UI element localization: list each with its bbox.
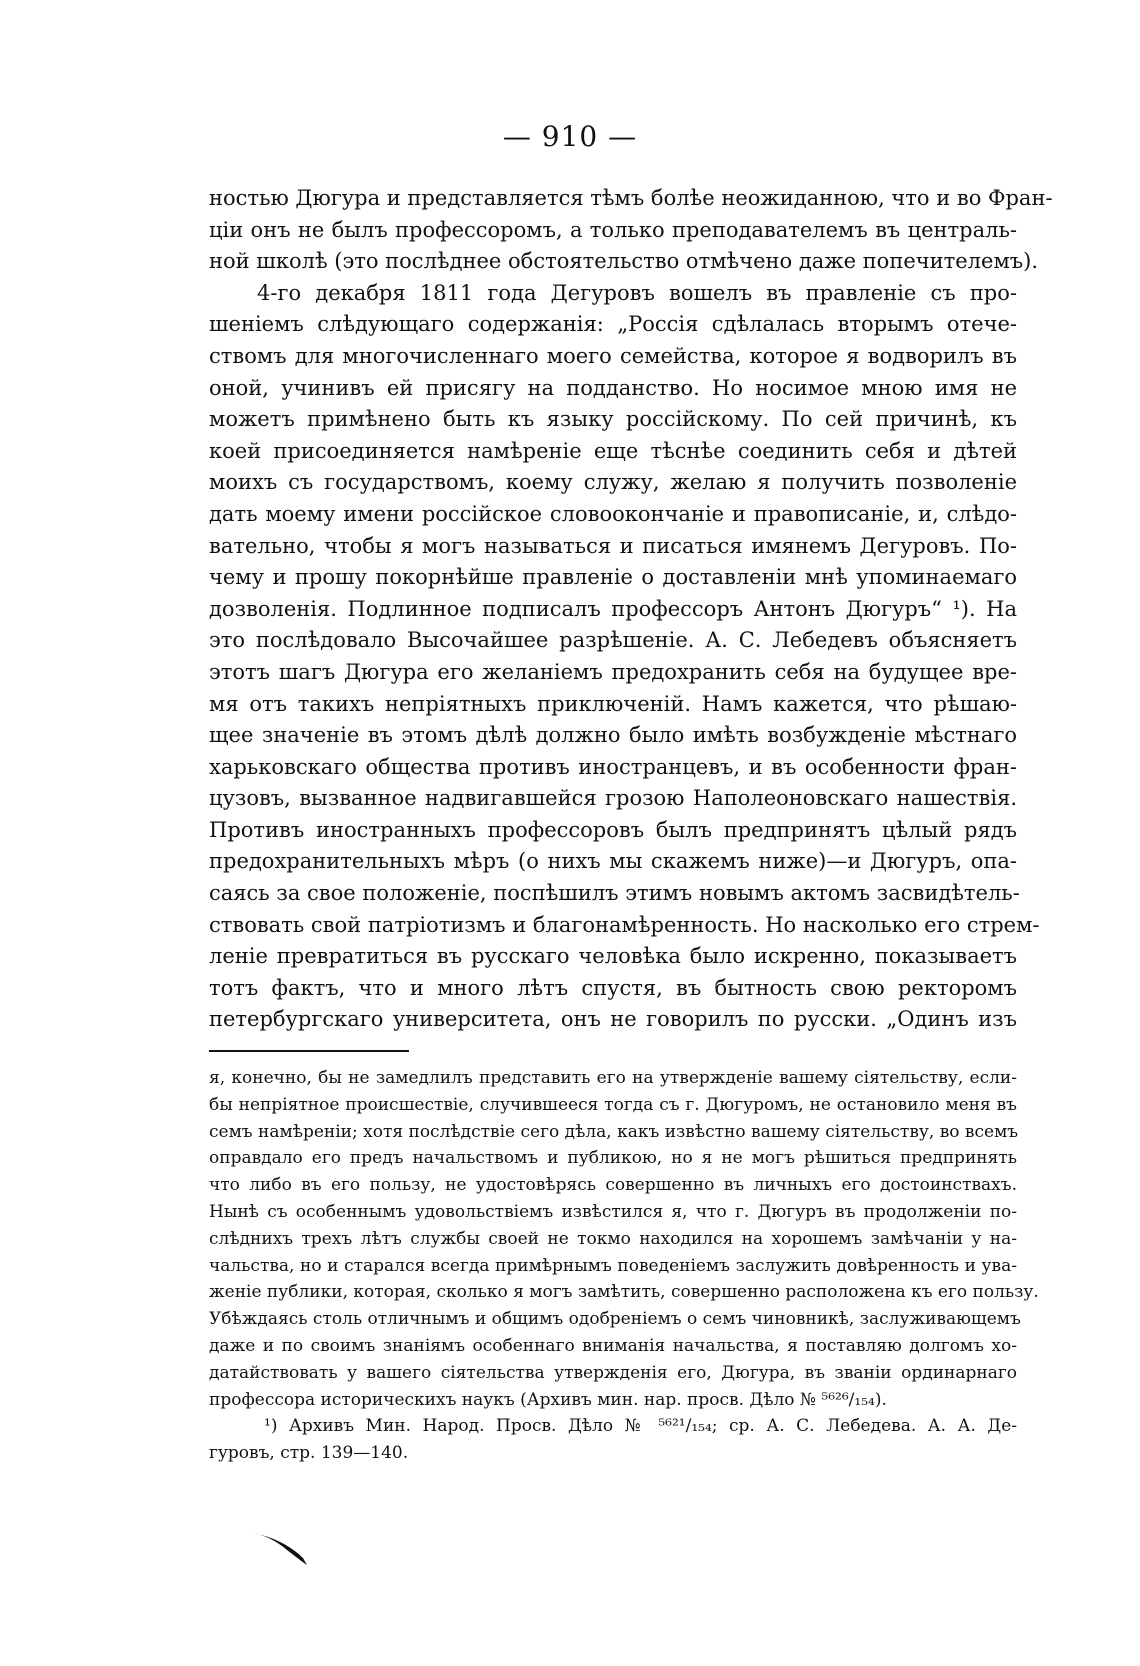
footnote-line: я, конечно, бы не замедлилъ представить его на утвержденіе вашему сіятельству, если- — [209, 1068, 1017, 1088]
page-number: — 910 — — [502, 120, 638, 153]
text-line: шеніемъ слѣдующаго содержанія: „Россія сдѣлалась вторымъ отече- — [209, 312, 1017, 337]
text-line: ной школѣ (это послѣднее обстоятельство отмѣчено даже попечителемъ). — [209, 249, 1039, 274]
text-line: саясь за свое положеніе, поспѣшилъ этимъ новымъ актомъ засвидѣтель- — [209, 881, 1020, 906]
text-line: щее значеніе въ этомъ дѣлѣ должно было имѣть возбужденіе мѣстнаго — [209, 723, 1017, 748]
footnote-divider — [209, 1050, 409, 1052]
footnote-line: женіе публики, которая, сколько я могъ замѣтить, совершенно расположена къ его пользу. — [209, 1282, 1039, 1303]
text-line: моихъ съ государствомъ, коему служу, желаю я получить позволеніе — [209, 470, 1017, 495]
text-line: это послѣдовало Высочайшее разрѣшеніе. А. С. Лебедевъ объясняетъ — [209, 628, 1017, 653]
footnotes — [209, 1065, 1039, 1467]
footnote-line: бы непріятное происшествіе, случившееся тогда съ г. Дюгуромъ, не остановило меня въ — [209, 1094, 1017, 1115]
text-line: можетъ примѣнено быть къ языку россійскому. По сей причинѣ, къ — [209, 407, 1017, 432]
ink-mark-icon — [245, 1528, 315, 1568]
text-line: ствовать свой патріотизмъ и благонамѣренность. Но насколько его стрем- — [209, 912, 1040, 937]
text-line: предохранительныхъ мѣръ (о нихъ мы скажемъ ниже)—и Дюгуръ, опа- — [209, 849, 1017, 874]
text-line: этотъ шагъ Дюгура его желаніемъ предохранить себя на будущее вре- — [209, 659, 1017, 684]
text-line: коей присоединяется намѣреніе еще тѣснѣе соединить себя и дѣтей — [209, 438, 1017, 463]
main-text — [209, 183, 1053, 1036]
text-line: тотъ фактъ, что и много лѣтъ спустя, въ бытность свою ректоромъ — [209, 975, 1017, 1000]
text-line: леніе превратиться въ русскаго человѣка было искренно, показываетъ — [209, 944, 1017, 969]
text-line: цузовъ, вызванное надвигавшейся грозою Наполеоновскаго нашествія. — [209, 786, 1017, 811]
text-line: ствомъ для многочисленнаго моего семейства, которое я водворилъ въ — [209, 343, 1017, 368]
text-line: дозволенія. Подлинное подписалъ профессоръ Антонъ Дюгуръ“ ¹). На — [209, 596, 1017, 621]
footnote-line: даже и по своимъ знаніямъ особеннаго вниманія начальства, я поставляю долгомъ хо- — [209, 1335, 1017, 1356]
text-line: вательно, чтобы я могъ называться и писаться имянемъ Дегуровъ. По- — [209, 533, 1017, 558]
footnote-line: слѣднихъ трехъ лѣтъ службы своей не токмо находился на хорошемъ замѣчаніи у на- — [209, 1228, 1017, 1249]
footnote-line: что либо въ его пользу, не удостовѣрясь совершенно въ личныхъ его достоинствахъ. — [209, 1175, 1017, 1196]
text-line: ціи онъ не былъ профессоромъ, а только преподавателемъ въ централь- — [209, 217, 1017, 242]
footnote-line: чальства, но и старался всегда примѣрнымъ поведеніемъ заслужить довѣренность и ува- — [209, 1255, 1017, 1276]
text-line: Противъ иностранныхъ профессоровъ былъ предпринятъ цѣлый рядъ — [209, 817, 1017, 842]
footnote-line: профессора историческихъ наукъ (Архивъ мин. нар. просв. Дѣло № ⁵⁶²⁶/₁₅₄). — [209, 1389, 887, 1410]
footnote-line: Нынѣ съ особеннымъ удовольствіемъ извѣстился я, что г. Дюгуръ въ продолженіи по- — [209, 1201, 1017, 1222]
text-line: чему и прошу покорнѣйше правленіе о доставленіи мнѣ упоминаемаго — [209, 565, 1017, 590]
text-line: дать моему имени россійское словоокончаніе и правописаніе, и, слѣдо- — [209, 501, 1017, 526]
text-line: ностью Дюгура и представляется тѣмъ болѣе неожиданною, что и во Фран- — [209, 186, 1053, 210]
footnote-line: семъ намѣреніи; хотя послѣдствіе сего дѣла, какъ извѣстно вашему сіятельству, во всемъ — [209, 1121, 1019, 1142]
text-line: 4-го декабря 1811 года Дегуровъ вошелъ въ правленіе съ про- — [257, 280, 1017, 305]
footnote-line: Убѣждаясь столь отличнымъ и общимъ одобреніемъ о семъ чиновникѣ, заслуживающемъ — [209, 1309, 1021, 1330]
footnote-line: оправдало его предъ начальствомъ и публикою, но я не могъ рѣшиться предпринять — [209, 1148, 1017, 1169]
footnote-line: гуровъ, стр. 139—140. — [209, 1443, 409, 1464]
footnote-line: датайствовать у вашего сіятельства утвержденія его, Дюгура, въ званіи ординарнаго — [209, 1362, 1017, 1383]
footnote-line: ¹) Архивъ Мин. Народ. Просв. Дѣло № ⁵⁶²¹/₁₅₄; ср. А. С. Лебедева. А. А. Де- — [264, 1416, 1017, 1437]
text-line: петербургскаго университета, онъ не говорилъ по русски. „Одинъ изъ — [209, 1007, 1017, 1032]
text-line: харьковскаго общества противъ иностранцевъ, и въ особенности фран- — [209, 754, 1017, 779]
text-line: мя отъ такихъ непріятныхъ приключеній. Намъ кажется, что рѣшаю- — [209, 691, 1017, 716]
text-line: оной, учинивъ ей присягу на подданство. Но носимое мною имя не — [209, 375, 1017, 400]
